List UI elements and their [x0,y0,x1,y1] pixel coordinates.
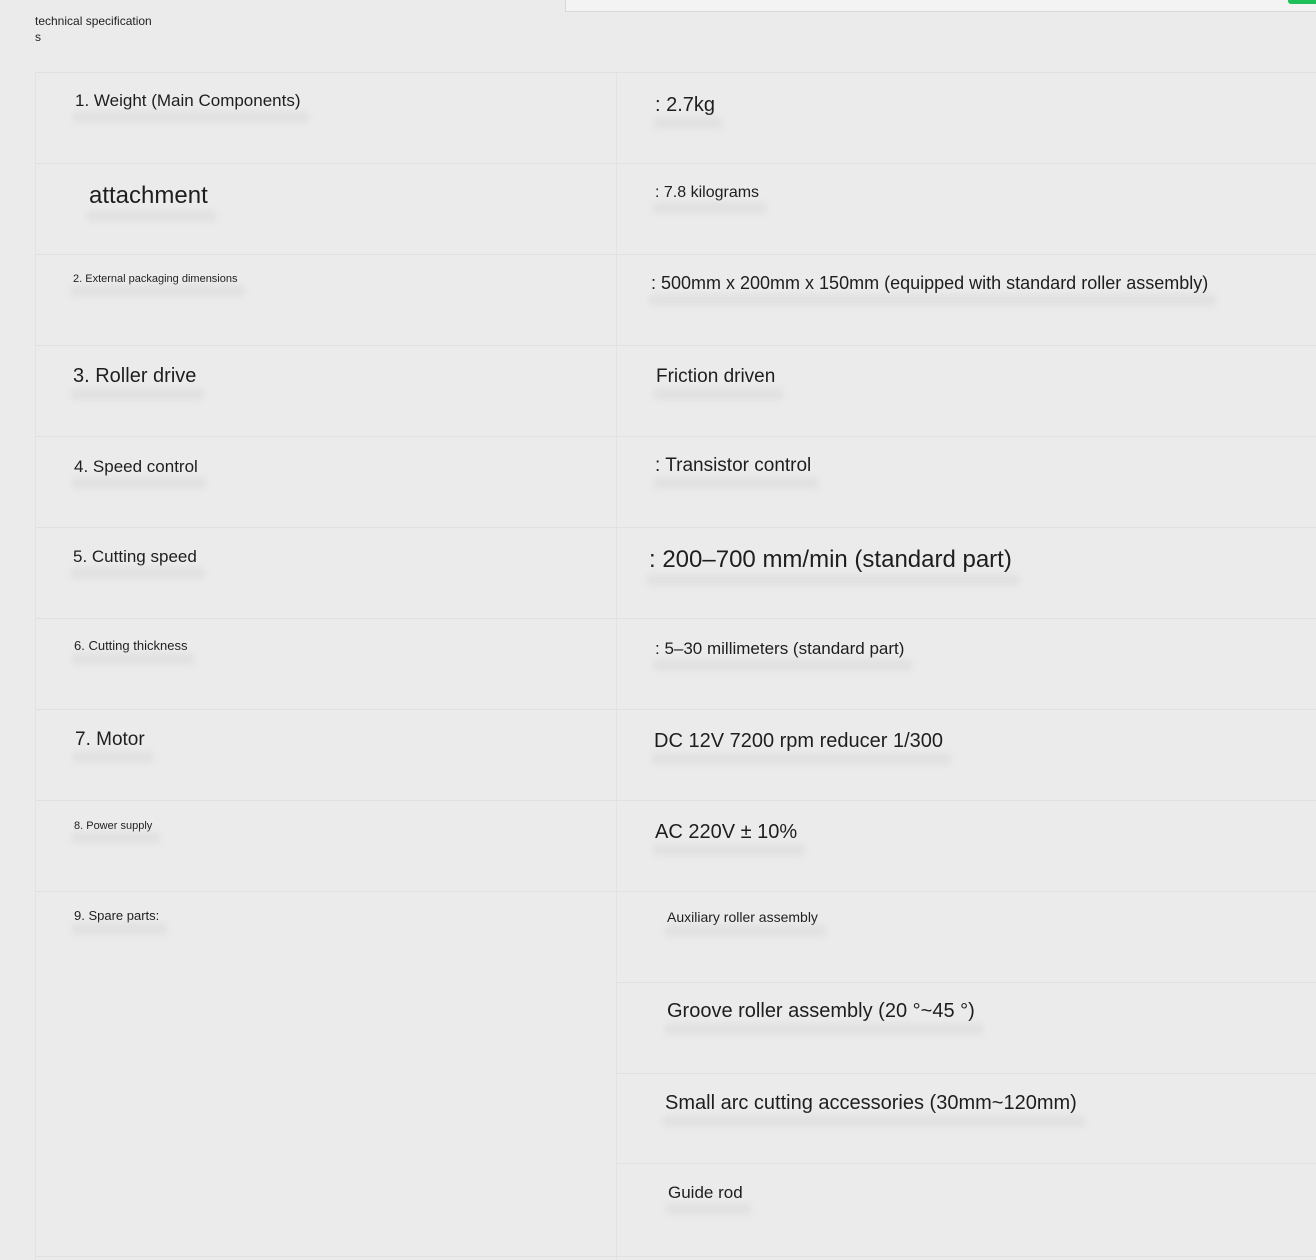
row-divider [36,163,1316,164]
row-divider [36,618,1316,619]
spec-label: 5. Cutting speed [73,547,197,566]
spec-value: : 500mm x 200mm x 150mm (equipped with standard roller assembly) [651,273,1209,293]
row-divider [36,891,1316,892]
spec-value: : Transistor control [655,455,812,476]
row-divider [36,254,1316,255]
row-divider [617,982,1316,983]
top-toolbar-strip [565,0,1316,12]
spec-value: : 7.8 kilograms [655,184,760,201]
row-divider [36,709,1316,710]
row-divider [36,800,1316,801]
spec-label: 3. Roller drive [73,365,197,387]
spec-label: 8. Power supply [74,820,153,832]
row-divider [36,72,1316,73]
spec-label: 1. Weight (Main Components) [75,91,301,110]
row-divider [36,436,1316,437]
spec-label: 2. External packaging dimensions [73,273,238,285]
spec-value: Friction driven [656,366,776,387]
section-title: technical specifications [35,14,152,44]
spec-value: : 5–30 millimeters (standard part) [655,639,905,658]
spec-value: : 200–700 mm/min (standard part) [649,546,1012,573]
spec-value: AC 220V ± 10% [655,821,798,843]
column-divider [616,72,617,1260]
spec-label: 4. Speed control [74,457,198,476]
row-divider [36,527,1316,528]
spare-part-item: Groove roller assembly (20 °~45 °) [667,1000,975,1022]
spare-part-item: Auxiliary roller assembly [667,909,818,925]
spec-label: attachment [89,182,208,209]
spec-label: 7. Motor [75,729,145,750]
spare-part-item: Guide rod [668,1183,743,1202]
spec-table [35,72,1316,1260]
spec-label: 6. Cutting thickness [74,638,188,653]
row-divider [617,1073,1316,1074]
row-divider [36,345,1316,346]
row-divider [36,1256,1316,1257]
spare-part-item: Small arc cutting accessories (30mm~120mm) [665,1092,1077,1114]
spec-value: DC 12V 7200 rpm reducer 1/300 [654,730,944,752]
row-divider [617,1163,1316,1164]
spec-label: 9. Spare parts: [74,908,160,923]
spec-value: : 2.7kg [655,94,716,116]
green-action-button[interactable] [1288,0,1316,4]
